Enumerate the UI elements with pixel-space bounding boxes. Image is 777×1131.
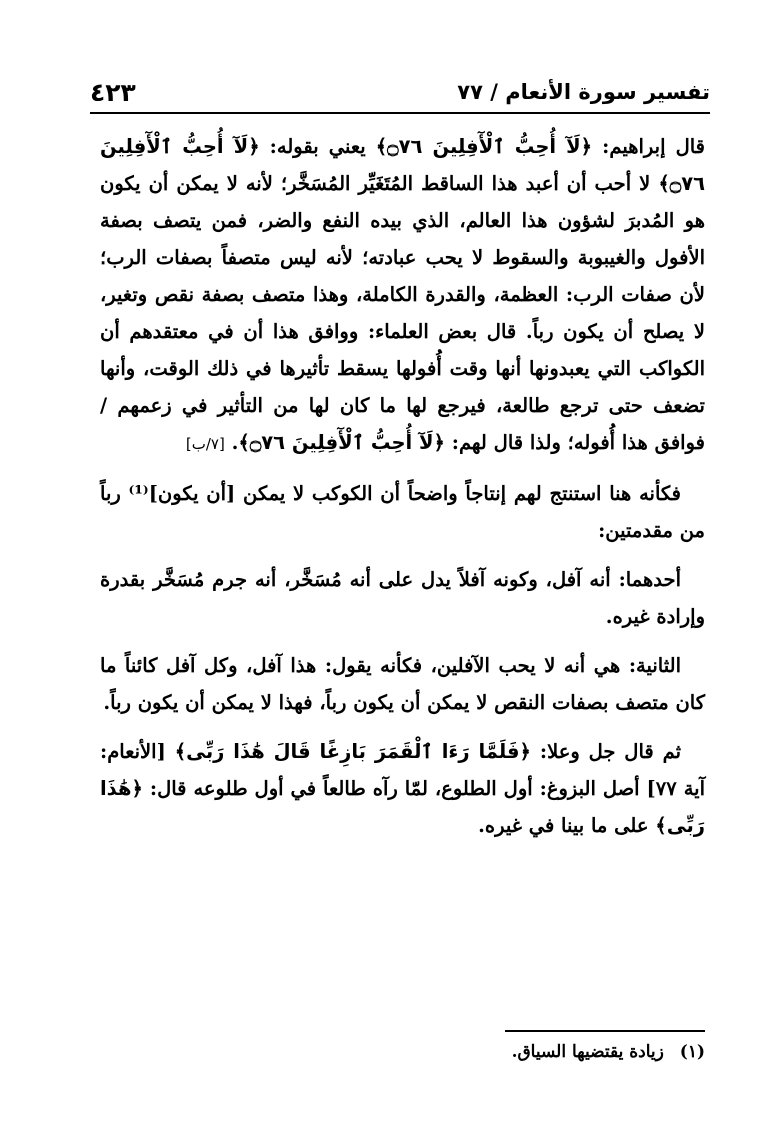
header-title: تفسير سورة الأنعام / ٧٧: [457, 80, 710, 104]
text-segment: على ما بينا في غيره.: [478, 814, 656, 837]
text-segment: .: [231, 431, 239, 454]
text-segment: لا أحب أن أعبد هذا الساقط المُتَغَيِّر المُسَخَّر؛ لأنه لا يمكن أن يكون هو المُدبرَ لشؤون هذا العالم، الذي بيده النفع والضر، فمن يتصف بصفة الأفول والغيبوبة والسقوط لا يحب عبادته؛ لأنه ليس متصفاً بصفات الرب؛ لأن صفات الرب: العظمة، والقدرة الكاملة، وهذا متصف بصفة نقص وتغير، لا يصلح أن يكون رباً. قال بعض العلماء: ووافق هذا أن في معتقدهم أن الكواكب التي يعبدونها أنها وقت أُفولها يسقط تأثيرها في ذلك الوقت، وأنها تضعف حتى ترجع طالعة، فيرجع لها ما كان لها من التأثير في زعمهم /فوافق هذا أُفوله؛ ولذا قال لهم:: [100, 172, 705, 454]
paragraph-4: الثانية: هي أنه لا يحب الآفلين، فكأنه يقول: هذا آفل، وكل آفل كائناً ما كان متصف بصفات النقص لا يمكن أن يكون رباً، فهذا لا يمكن أن يكون رباً.: [100, 654, 705, 714]
text-segment: [الأنعام: آية ٧٧] أصل البزوغ: أول الطلوع، لمّا رآه طالعاً في أول طلوعه قال:: [100, 740, 705, 800]
paragraph-3: أحدهما: أنه آفل، وكونه آفلاً يدل على أنه مُسَخَّر، أنه جرم مُسَخَّر بقدرة وإرادة غيره.: [100, 568, 705, 628]
text-segment: يعني بقوله:: [259, 135, 376, 158]
main-text: [100, 128, 705, 844]
paragraph-1: [100, 128, 705, 463]
quran-quote: ﴿هَٰذَا رَبِّى﴾: [100, 777, 705, 837]
paragraph-5: [100, 733, 705, 844]
quran-quote: ﴿فَلَمَّا رَءَا ٱلْقَمَرَ بَازِغًا قَالَ هَٰذَا رَبِّى﴾: [174, 740, 531, 763]
text-segment: ثم قال جل وعلا:: [531, 740, 682, 763]
footnote-divider: [505, 1030, 705, 1032]
footnote: [100, 1042, 705, 1062]
text-segment: قال إبراهيم:: [592, 135, 705, 158]
quran-quote: ﴿لَآ أُحِبُّ ٱلْأٓفِلِينَ ۝٧٦﴾: [100, 135, 705, 195]
footnote-text: زيادة يقتضيها السياق.: [511, 1042, 664, 1062]
running-header: [90, 78, 710, 114]
page-number: ٤٢٣: [90, 78, 136, 107]
quran-quote: ﴿لَآ أُحِبُّ ٱلْأٓفِلِينَ ۝٧٦﴾: [375, 135, 593, 158]
paragraph-2: فكأنه هنا استنتج لهم إنتاجاً واضحاً أن الكوكب لا يمكن [أن يكون]⁽¹⁾ رباً من مقدمتين:: [100, 482, 705, 542]
manuscript-folio-marker: [٧/ب]: [185, 435, 225, 453]
footnote-number: (١): [679, 1042, 705, 1062]
quran-quote: ﴿لَآ أُحِبُّ ٱلْأٓفِلِينَ ۝٧٦﴾: [238, 431, 445, 454]
